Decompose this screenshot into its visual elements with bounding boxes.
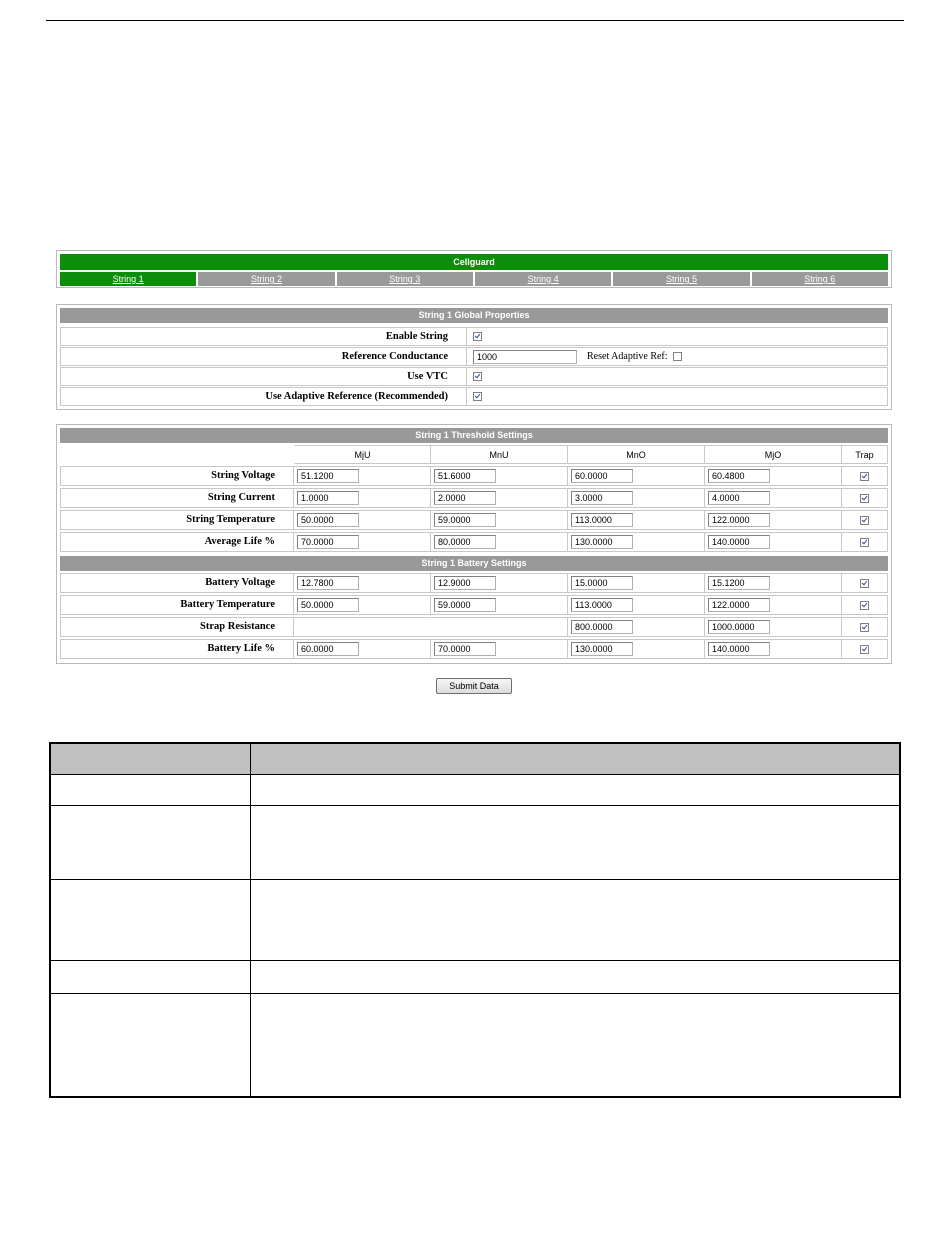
- string-tabs: [60, 272, 888, 286]
- table-row: [60, 510, 888, 530]
- enable-string-label: Enable String: [60, 327, 467, 346]
- threshold-settings-panel: [56, 424, 892, 664]
- string-voltage-trap-checkbox[interactable]: [860, 472, 869, 481]
- table-row: [60, 639, 888, 659]
- cellguard-title: Cellguard: [60, 254, 888, 270]
- column-header-blank: [60, 445, 294, 464]
- use-adaptive-row: [60, 387, 888, 406]
- description-table-header-col1: [51, 744, 251, 774]
- reference-conductance-label: Reference Conductance: [60, 347, 467, 366]
- global-properties-panel: [56, 304, 892, 410]
- average-life-mno-input[interactable]: 130.0000: [571, 535, 633, 549]
- table-row: [60, 573, 888, 593]
- table-row: [51, 880, 899, 961]
- tab-string-1[interactable]: String 1: [60, 272, 196, 286]
- global-properties-header: String 1 Global Properties: [60, 308, 888, 323]
- battery-temperature-mjo-input[interactable]: 122.0000: [708, 598, 770, 612]
- average-life-mju-input[interactable]: 70.0000: [297, 535, 359, 549]
- string-temperature-mno-input[interactable]: 113.0000: [571, 513, 633, 527]
- battery-temperature-mju-input[interactable]: 50.0000: [297, 598, 359, 612]
- battery-voltage-mnu-input[interactable]: 12.9000: [434, 576, 496, 590]
- battery-temperature-mno-input[interactable]: 113.0000: [571, 598, 633, 612]
- table-row: [51, 994, 899, 1096]
- table-row: [60, 532, 888, 552]
- column-header-mno: MnO: [568, 445, 705, 464]
- average-life-label: Average Life %: [60, 532, 294, 552]
- battery-life-mju-input[interactable]: 60.0000: [297, 642, 359, 656]
- table-row: [51, 961, 899, 994]
- table-row: [60, 488, 888, 508]
- threshold-column-header-row: [60, 445, 888, 464]
- tab-string-4[interactable]: String 4: [475, 272, 611, 286]
- battery-life-mjo-input[interactable]: 140.0000: [708, 642, 770, 656]
- threshold-settings-header: String 1 Threshold Settings: [60, 428, 888, 443]
- table-row: [60, 617, 888, 637]
- tab-string-5[interactable]: String 5: [613, 272, 749, 286]
- string-temperature-mju-input[interactable]: 50.0000: [297, 513, 359, 527]
- string-current-label: String Current: [60, 488, 294, 508]
- reference-conductance-row: [60, 347, 888, 366]
- string-current-mno-input[interactable]: 3.0000: [571, 491, 633, 505]
- use-vtc-checkbox[interactable]: [473, 372, 482, 381]
- battery-voltage-mno-input[interactable]: 15.0000: [571, 576, 633, 590]
- column-header-trap: Trap: [842, 445, 888, 464]
- string-temperature-label: String Temperature: [60, 510, 294, 530]
- string-voltage-label: String Voltage: [60, 466, 294, 486]
- strap-resistance-mjo-input[interactable]: 1000.0000: [708, 620, 770, 634]
- battery-voltage-trap-checkbox[interactable]: [860, 579, 869, 588]
- string-current-mju-input[interactable]: 1.0000: [297, 491, 359, 505]
- strap-resistance-label: Strap Resistance: [60, 617, 294, 637]
- string-temperature-trap-checkbox[interactable]: [860, 516, 869, 525]
- table-row: [60, 595, 888, 615]
- battery-voltage-label: Battery Voltage: [60, 573, 294, 593]
- submit-data-button[interactable]: Submit Data: [436, 678, 512, 694]
- average-life-trap-checkbox[interactable]: [860, 538, 869, 547]
- tab-string-6[interactable]: String 6: [752, 272, 888, 286]
- string-voltage-mjo-input[interactable]: 60.4800: [708, 469, 770, 483]
- column-header-mjo: MjO: [705, 445, 842, 464]
- table-row: [51, 806, 899, 880]
- strap-resistance-mnu-empty: [431, 617, 568, 637]
- string-current-trap-checkbox[interactable]: [860, 494, 869, 503]
- enable-string-row: [60, 327, 888, 346]
- use-adaptive-label: Use Adaptive Reference (Recommended): [60, 387, 467, 406]
- string-current-mjo-input[interactable]: 4.0000: [708, 491, 770, 505]
- use-vtc-row: [60, 367, 888, 386]
- string-current-mnu-input[interactable]: 2.0000: [434, 491, 496, 505]
- strap-resistance-mno-input[interactable]: 800.0000: [571, 620, 633, 634]
- table-row: [60, 466, 888, 486]
- table-row: [51, 775, 899, 806]
- tab-string-3[interactable]: String 3: [337, 272, 473, 286]
- cellguard-panel: [56, 250, 892, 288]
- battery-life-trap-checkbox[interactable]: [860, 645, 869, 654]
- string-temperature-mjo-input[interactable]: 122.0000: [708, 513, 770, 527]
- column-header-mju: MjU: [294, 445, 431, 464]
- use-vtc-label: Use VTC: [60, 367, 467, 386]
- battery-temperature-label: Battery Temperature: [60, 595, 294, 615]
- enable-string-checkbox[interactable]: [473, 332, 482, 341]
- string-voltage-mnu-input[interactable]: 51.6000: [434, 469, 496, 483]
- string-temperature-mnu-input[interactable]: 59.0000: [434, 513, 496, 527]
- reset-adaptive-ref-label: Reset Adaptive Ref:: [587, 351, 668, 362]
- average-life-mjo-input[interactable]: 140.0000: [708, 535, 770, 549]
- use-adaptive-checkbox[interactable]: [473, 392, 482, 401]
- description-table: [49, 742, 901, 1098]
- string-voltage-mno-input[interactable]: 60.0000: [571, 469, 633, 483]
- battery-voltage-mjo-input[interactable]: 15.1200: [708, 576, 770, 590]
- battery-life-mno-input[interactable]: 130.0000: [571, 642, 633, 656]
- page-top-rule: [46, 20, 904, 21]
- battery-temperature-trap-checkbox[interactable]: [860, 601, 869, 610]
- description-table-header: [51, 744, 899, 775]
- strap-resistance-trap-checkbox[interactable]: [860, 623, 869, 632]
- column-header-mnu: MnU: [431, 445, 568, 464]
- string-voltage-mju-input[interactable]: 51.1200: [297, 469, 359, 483]
- battery-life-label: Battery Life %: [60, 639, 294, 659]
- reference-conductance-input[interactable]: 1000: [473, 350, 577, 364]
- strap-resistance-mju-empty: [294, 617, 431, 637]
- battery-settings-header: String 1 Battery Settings: [60, 556, 888, 571]
- average-life-mnu-input[interactable]: 80.0000: [434, 535, 496, 549]
- battery-temperature-mnu-input[interactable]: 59.0000: [434, 598, 496, 612]
- battery-voltage-mju-input[interactable]: 12.7800: [297, 576, 359, 590]
- tab-string-2[interactable]: String 2: [198, 272, 334, 286]
- reset-adaptive-ref-checkbox[interactable]: [673, 352, 682, 361]
- battery-life-mnu-input[interactable]: 70.0000: [434, 642, 496, 656]
